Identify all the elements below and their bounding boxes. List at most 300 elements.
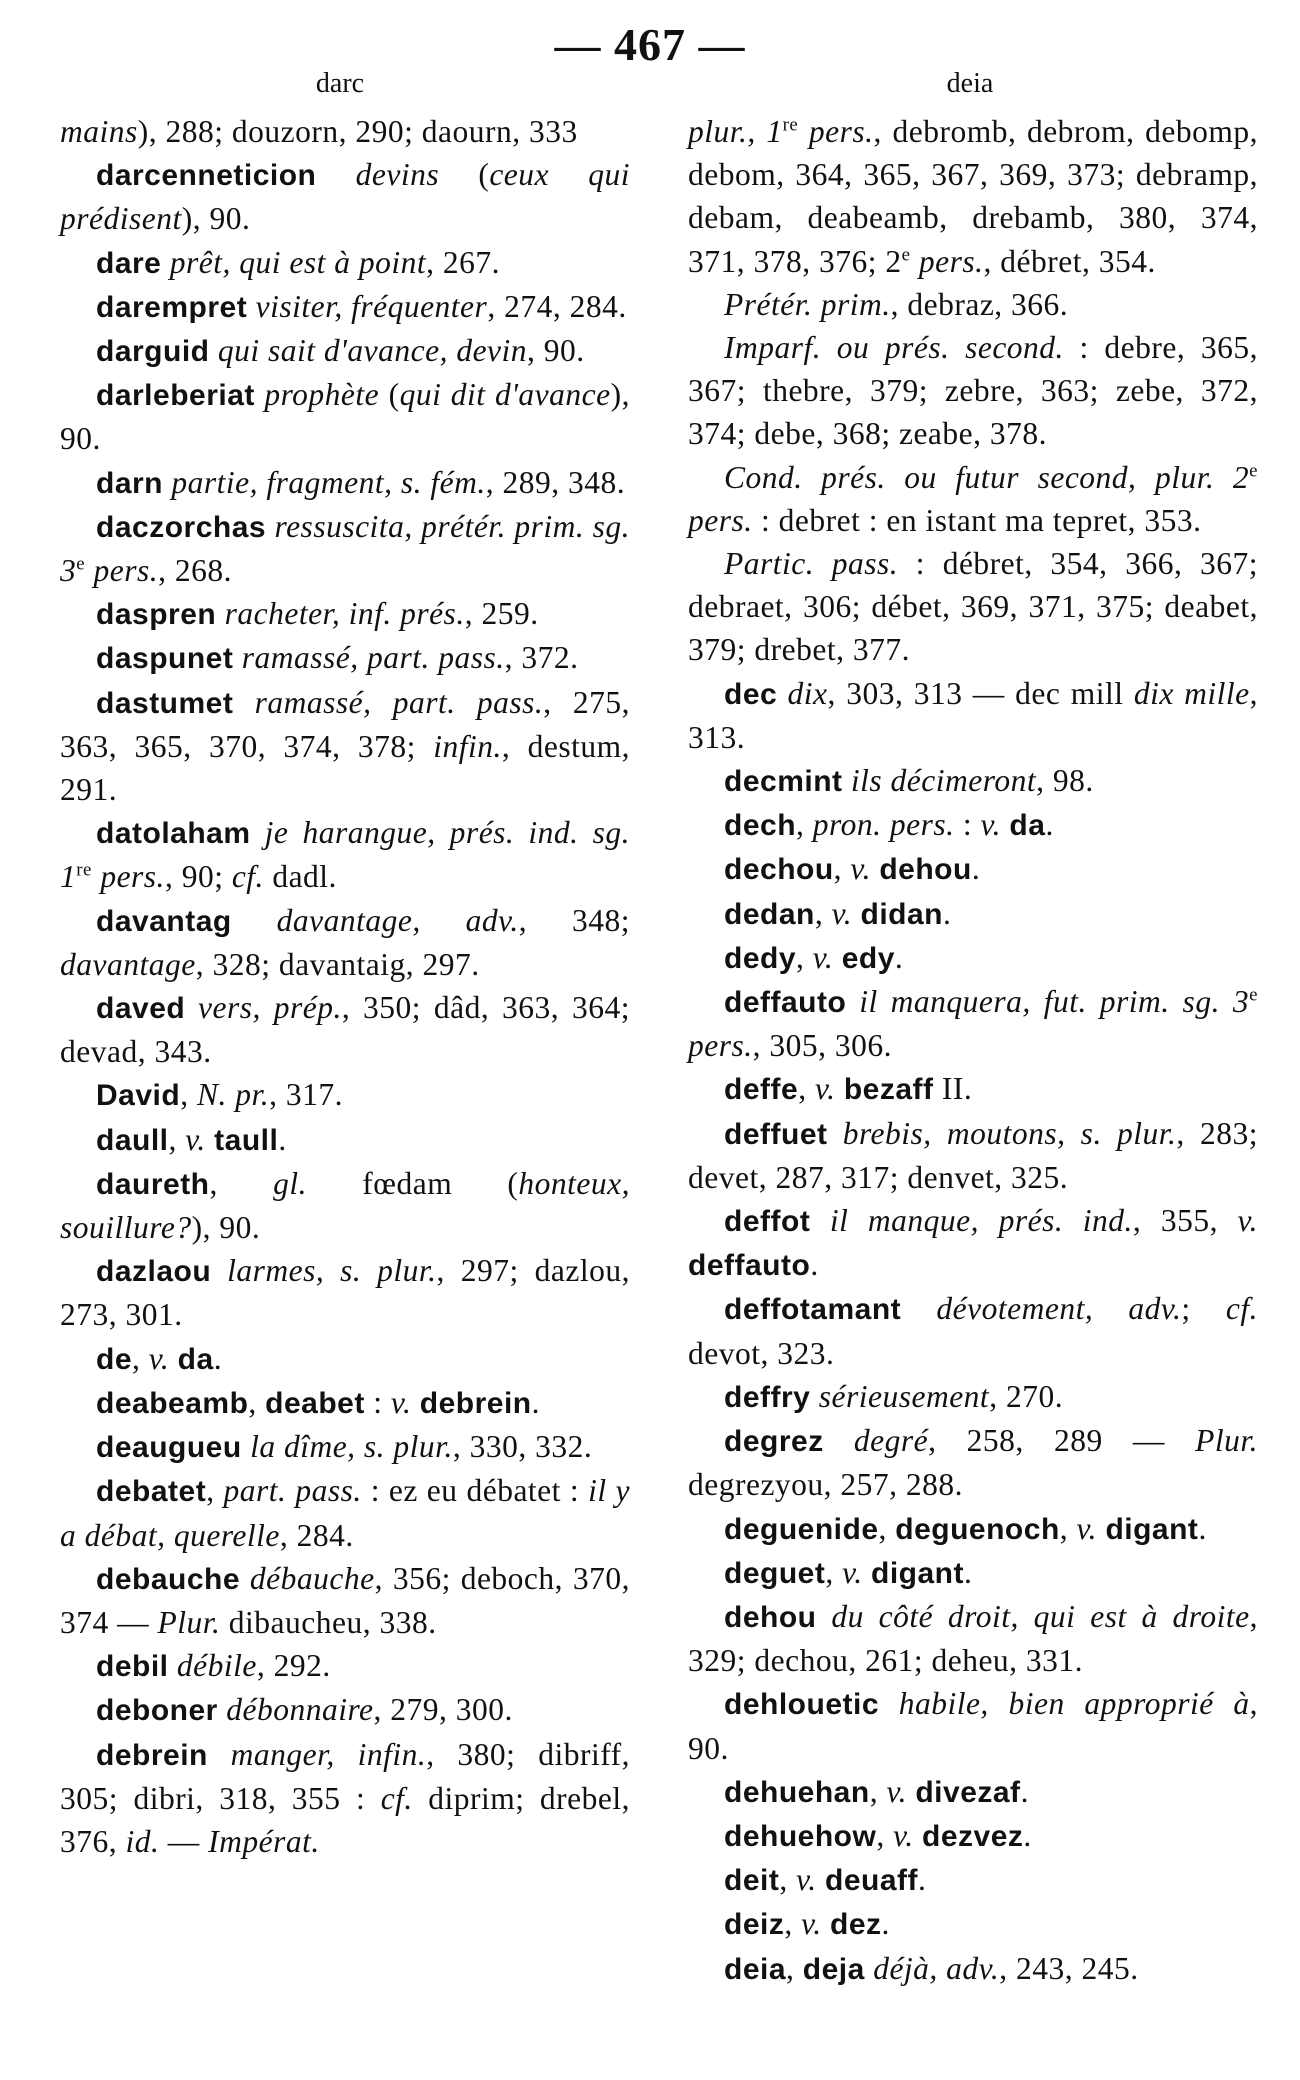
gloss-text: visiter, fréquenter	[255, 288, 488, 324]
gloss-text: v.	[1237, 1203, 1259, 1239]
headword: debatet	[96, 1475, 207, 1509]
headword: daspunet	[96, 642, 234, 676]
entry-text	[233, 685, 254, 720]
headword: daspren	[96, 598, 217, 632]
gloss-text: v.	[185, 1121, 206, 1157]
entry-text: , 328; davantaig, 297.	[195, 946, 480, 982]
headword: davantag	[96, 904, 232, 938]
entry-text: ,	[825, 1554, 843, 1590]
entry-text: (	[439, 157, 490, 193]
entry-text: , 279, 300.	[373, 1692, 513, 1728]
entry-text	[817, 1599, 832, 1634]
entry-text	[233, 640, 241, 675]
entry-text	[218, 1692, 226, 1727]
entry-text: , 259.	[464, 596, 539, 632]
entry-text: ,	[206, 1473, 224, 1509]
entry-text: ,	[779, 1862, 797, 1898]
dictionary-entry	[688, 892, 1258, 936]
entry-text: ,	[248, 1384, 266, 1420]
entry-text: .	[894, 939, 904, 975]
gloss-text: pron. pers.	[812, 807, 955, 843]
entry-text: ,	[796, 939, 813, 975]
entry-text: fœdam (	[307, 1165, 519, 1201]
headword: deguenoch	[895, 1512, 1060, 1546]
dictionary-entry	[688, 936, 1258, 980]
dictionary-entry	[688, 1770, 1258, 1814]
entry-text: , debromb, debrom, debomp, debom, 364, 365, 367, 369, 373; debramp, debam, deabeamb, drebamb, 380, 374, 371, 378, 376; 2	[688, 114, 1258, 279]
headword: deabeamb	[96, 1386, 249, 1420]
entry-text	[211, 1253, 227, 1288]
entry-text: )	[137, 114, 149, 149]
dictionary-entry	[60, 373, 630, 460]
entry-text: , 313.	[688, 675, 1258, 755]
gloss-text: v.	[796, 1862, 817, 1898]
entry-text	[185, 990, 198, 1025]
dictionary-entry	[60, 1073, 630, 1117]
entry-text: , 243, 245.	[999, 1950, 1139, 1986]
headword: dastumet	[96, 686, 234, 720]
headword: da	[1009, 809, 1046, 843]
superscript: e	[1249, 460, 1258, 482]
headword: daved	[96, 992, 186, 1026]
entry-text: diprim; drebel, 376,	[60, 1780, 630, 1859]
entry-text	[216, 596, 224, 631]
dictionary-entry	[60, 811, 630, 898]
gloss-text: cf.	[1225, 1291, 1258, 1327]
entry-text: , 297; dazlou, 273, 301.	[60, 1253, 631, 1333]
entry-text	[817, 1862, 825, 1897]
gloss-text: il manquera, fut. prim. sg. 3	[859, 984, 1250, 1020]
gloss-text: il y a débat, querelle	[60, 1473, 630, 1553]
gloss-text: honteux, souillure?	[60, 1165, 630, 1246]
entry-text: ,	[784, 1906, 802, 1942]
dictionary-entry	[688, 1858, 1258, 1902]
superscript: re	[76, 859, 92, 881]
gloss-text: ceux qui prédisent	[60, 157, 630, 237]
entry-text: .	[810, 1247, 819, 1283]
entry-text	[161, 245, 169, 280]
headword: deffe	[724, 1073, 799, 1107]
entry-text	[251, 815, 265, 850]
entry-text: , 289, 348.	[485, 464, 626, 500]
headword: deffuet	[724, 1117, 828, 1151]
dictionary-entry	[688, 326, 1258, 456]
dictionary-entry	[60, 1557, 630, 1644]
gloss-text: N. pr.	[196, 1077, 270, 1113]
dictionary-entry	[60, 681, 630, 812]
headword: dezvez	[922, 1819, 1024, 1853]
headword: dehuehow	[724, 1819, 877, 1853]
gloss-text: degré	[853, 1423, 929, 1459]
gloss-text: cf.	[380, 1780, 413, 1816]
dictionary-entry	[60, 1337, 630, 1381]
entry-text: , 350; dâd, 363, 364; devad, 343.	[60, 990, 630, 1070]
headword: dehuehan	[724, 1775, 870, 1809]
gloss-text: pers.	[798, 114, 874, 149]
gloss-text: du côté droit, qui est à droite	[831, 1598, 1250, 1634]
headword: dehou	[879, 853, 972, 887]
headword: divezaf	[915, 1775, 1021, 1809]
entry-text	[911, 244, 919, 279]
entry-text: : debre, 365, 367; thebre, 379; zebre, 363; zebe, 372, 374; debe, 368; zeabe, 378.	[688, 330, 1258, 452]
entry-text	[846, 984, 859, 1019]
gloss-text: manger, infin.	[230, 1736, 427, 1772]
entry-text: ,	[796, 807, 813, 843]
gloss-text: v.	[842, 1554, 863, 1590]
dictionary-entry	[688, 1199, 1258, 1287]
entry-text: (	[379, 377, 400, 413]
entry-text	[240, 1561, 250, 1596]
gloss-text: dix mille	[1133, 675, 1250, 711]
entry-text: degrezyou, 257, 288.	[688, 1467, 964, 1503]
dictionary-entry	[688, 1947, 1258, 1991]
entry-text: , 348;	[518, 902, 631, 938]
gloss-text: il manque, prés. ind.	[829, 1203, 1133, 1239]
gloss-text: débile	[176, 1648, 257, 1684]
headword: dec	[724, 677, 778, 711]
dictionary-entry	[60, 1381, 630, 1425]
headword: debrein	[419, 1386, 532, 1420]
entry-text: devot, 323.	[688, 1335, 835, 1371]
dictionary-entry	[688, 847, 1258, 891]
gloss-text: Prétér. prim.	[724, 286, 891, 322]
gloss-text: id.	[125, 1823, 160, 1859]
entry-text: .	[964, 1554, 973, 1590]
dictionary-entry	[60, 329, 630, 373]
entry-text	[242, 1429, 250, 1464]
entry-text: : ez eu débatet :	[361, 1473, 589, 1509]
headword: deffauto	[688, 1249, 811, 1283]
gloss-text: pers.	[91, 859, 165, 895]
entry-text	[865, 1951, 873, 1986]
entry-text	[169, 1648, 177, 1683]
entry-text: II.	[933, 1071, 973, 1107]
gloss-text: débauche	[249, 1560, 375, 1596]
headword: debrein	[96, 1738, 208, 1772]
dictionary-entry	[60, 241, 630, 285]
dictionary-entry	[60, 636, 630, 680]
dictionary-entry	[688, 1595, 1258, 1682]
entry-text	[824, 1423, 854, 1458]
headword: degrez	[724, 1425, 824, 1459]
headword: decmint	[724, 765, 843, 799]
headword: dehlouetic	[724, 1688, 880, 1722]
dictionary-entry	[60, 1733, 630, 1864]
superscript: e	[901, 244, 911, 266]
entry-text: , 283; devet, 287, 317; denvet, 325.	[688, 1115, 1258, 1195]
gloss-text: habile, bien approprié à	[898, 1686, 1250, 1722]
entry-text	[822, 1906, 830, 1941]
entry-text: , 90.	[688, 1686, 1258, 1766]
entry-text: .	[971, 851, 981, 887]
running-header-right: deia	[946, 68, 994, 99]
entry-text: .	[1198, 1510, 1207, 1546]
dictionary-entry	[688, 542, 1258, 672]
headword: darn	[96, 466, 164, 500]
entry-text: , débret, 354.	[983, 243, 1156, 279]
gloss-text: partie, fragment, s. fém.	[171, 464, 486, 500]
gloss-text: infin.	[433, 728, 502, 764]
headword: dedan	[724, 897, 815, 931]
dictionary-entry	[688, 1814, 1258, 1858]
entry-text	[879, 1686, 899, 1721]
entry-text: , 288; douzorn, 290; daourn, 333	[148, 114, 578, 149]
entry-text	[852, 896, 860, 931]
entry-text: , 330, 332.	[452, 1429, 593, 1465]
dictionary-entry	[688, 803, 1258, 847]
entry-text: , 292.	[256, 1648, 331, 1684]
dictionary-entry	[688, 1507, 1258, 1551]
entry-text: .	[1023, 1817, 1032, 1853]
entry-text	[206, 1122, 214, 1157]
entry-text: , 329; dechou, 261; deheu, 331.	[688, 1598, 1259, 1679]
entry-text: , 275, 363, 365, 370, 374, 378;	[60, 684, 631, 764]
entry-text	[232, 903, 277, 938]
dictionary-entry	[688, 759, 1258, 803]
headword: da	[177, 1342, 214, 1376]
dictionary-entry	[688, 283, 1258, 326]
gloss-text: v.	[886, 1773, 907, 1809]
entry-text: , 355,	[1132, 1203, 1238, 1239]
gloss-text: cf.	[231, 859, 264, 895]
entry-text	[863, 1555, 871, 1590]
dictionary-entry	[688, 1551, 1258, 1595]
entry-text: .	[918, 1862, 927, 1898]
headword: darempret	[96, 290, 248, 324]
superscript: e	[76, 553, 86, 575]
gloss-text: qui dit d'avance	[399, 377, 611, 413]
gloss-text: dix	[787, 675, 828, 711]
gloss-text: je harangue, prés. ind. sg. 1	[60, 815, 631, 895]
dictionary-entry	[688, 456, 1258, 542]
entry-text	[843, 763, 851, 798]
gloss-text: dévotement, adv.	[936, 1291, 1182, 1327]
gloss-text: davantage, adv.	[276, 902, 519, 938]
headword: daull	[96, 1123, 169, 1157]
entry-text: dadl.	[263, 859, 337, 895]
gloss-text: ramassé, part. pass.	[241, 640, 505, 676]
gloss-text: v.	[1076, 1510, 1098, 1546]
entry-text: , destum, 291.	[60, 728, 630, 808]
entry-text: : debret : en istant ma tepret, 353.	[752, 502, 1202, 538]
headword: deffry	[724, 1380, 811, 1414]
superscript: e	[1249, 984, 1258, 1006]
headword: dare	[96, 246, 162, 280]
headword: darguid	[96, 335, 210, 369]
headword: deabet	[265, 1386, 365, 1420]
entry-text: , 98.	[1036, 763, 1094, 799]
entry-text: ,	[798, 1071, 815, 1107]
gloss-text: larmes, s. plur.	[227, 1253, 437, 1289]
dictionary-entry	[60, 1118, 630, 1162]
dictionary-entry	[60, 153, 630, 240]
entry-text: , 258, 289 —	[928, 1423, 1196, 1459]
entry-text	[255, 377, 264, 412]
headword: debil	[96, 1650, 169, 1684]
entry-text: , 90;	[164, 859, 232, 895]
gloss-text: qui sait d'avance, devin	[217, 333, 528, 369]
gloss-text: pers.	[688, 502, 753, 538]
entry-text: ,	[786, 1950, 803, 1986]
entry-text	[777, 676, 787, 711]
headword: darcenneticion	[96, 159, 317, 193]
gloss-text: plur., 1	[688, 114, 783, 149]
gloss-text: pers.	[688, 1028, 753, 1064]
gloss-text: v.	[831, 895, 853, 931]
entry-text: .	[531, 1384, 540, 1420]
headword: dech	[724, 809, 797, 843]
headword: bezaff	[843, 1073, 934, 1107]
gloss-text: v.	[814, 1071, 836, 1107]
gloss-text: mains	[60, 114, 138, 149]
dictionary-entry	[60, 1688, 630, 1732]
dictionary-entry	[60, 505, 630, 592]
gloss-text: v.	[893, 1817, 914, 1853]
dictionary-entry	[688, 110, 1258, 283]
entry-text: :	[364, 1384, 391, 1420]
entry-text: ,	[869, 1773, 887, 1809]
dictionary-entry	[688, 1112, 1258, 1199]
gloss-text: brebis, moutons, s. plur.	[842, 1115, 1177, 1151]
entry-text: : débret, 354, 366, 367; debraet, 306; débet, 369, 371, 375; deabet, 379; drebet, 377.	[688, 546, 1258, 668]
headword: dedy	[724, 941, 797, 975]
headword: deiz	[724, 1908, 785, 1942]
entry-text: , 305, 306.	[752, 1028, 892, 1064]
entry-text: dibaucheu, 338.	[220, 1604, 437, 1640]
dictionary-entry	[60, 899, 630, 986]
entry-text	[828, 1116, 843, 1151]
entry-text: , 268.	[158, 553, 233, 589]
dictionary-entry	[60, 1644, 630, 1688]
gloss-text: part. pass.	[223, 1473, 362, 1509]
entry-text: .	[943, 895, 952, 931]
headword: deia	[724, 1952, 787, 1986]
gloss-text: Plur.	[157, 1604, 221, 1640]
entry-text: ), 90.	[60, 377, 630, 457]
dictionary-entry	[60, 285, 630, 329]
gloss-text: débonnaire	[226, 1692, 374, 1728]
headword: deit	[724, 1864, 780, 1898]
gloss-text: déjà, adv.	[873, 1950, 1000, 1986]
entry-text	[247, 289, 255, 324]
gloss-text: Plur.	[1195, 1423, 1259, 1459]
entry-text	[169, 1341, 177, 1376]
gloss-text: v.	[390, 1384, 412, 1420]
headword: daczorchas	[96, 510, 267, 544]
entry-text: ;	[1181, 1291, 1226, 1327]
dictionary-entry	[60, 1469, 630, 1556]
dictionary-entry	[60, 1249, 630, 1336]
dictionary-entry	[688, 1682, 1258, 1769]
gloss-text: v.	[812, 939, 834, 975]
gloss-text: v.	[801, 1906, 822, 1942]
dictionary-entry	[60, 1162, 630, 1249]
gloss-text: devins	[355, 157, 440, 193]
entry-text	[316, 157, 355, 192]
headword: dez	[830, 1908, 882, 1942]
right-column	[688, 110, 1258, 1991]
entry-text: ,	[878, 1510, 896, 1546]
gloss-text: sérieusement	[818, 1378, 990, 1414]
dictionary-entry	[688, 980, 1258, 1067]
gloss-text: vers, prép.	[198, 990, 342, 1026]
running-header-left: darc	[315, 68, 365, 99]
entry-text: —	[159, 1823, 209, 1859]
entry-text: , 380; dibriff, 305; dibri, 318, 355 :	[60, 1736, 630, 1816]
gloss-text: prêt, qui est à point	[169, 244, 427, 280]
entry-text: ,	[168, 1121, 186, 1157]
entry-text: , 267.	[426, 244, 500, 280]
entry-text	[810, 1203, 830, 1238]
entry-text	[208, 1737, 231, 1772]
dictionary-entry	[688, 1902, 1258, 1946]
entry-text: ), 90.	[181, 201, 251, 237]
entry-text: .	[1020, 1773, 1029, 1809]
headword: dehou	[724, 1600, 817, 1634]
headword: datolaham	[96, 817, 251, 851]
entry-text: ), 90.	[191, 1210, 261, 1246]
gloss-text: pers.	[918, 243, 984, 279]
entry-text: , 317.	[269, 1077, 343, 1113]
entry-text: , 356; deboch, 370, 374 —	[60, 1560, 631, 1640]
headword: dazlaou	[96, 1255, 212, 1289]
gloss-text: prophète	[264, 377, 380, 413]
entry-text: , debraz, 366.	[890, 286, 1069, 322]
headword: daureth	[96, 1167, 210, 1201]
headword: digant	[1105, 1512, 1199, 1546]
entry-text	[810, 1379, 818, 1414]
entry-text: :	[954, 807, 981, 843]
headword: deffauto	[724, 986, 847, 1020]
page-number: — 467 —	[554, 19, 746, 70]
headword: de	[96, 1342, 133, 1376]
headword: digant	[871, 1556, 964, 1590]
headword: debauche	[96, 1562, 241, 1596]
entry-text	[901, 1291, 936, 1326]
dictionary-entry	[60, 110, 630, 153]
gloss-text: Cond. prés. ou futur second, plur. 2	[724, 459, 1250, 495]
headword: deboner	[96, 1694, 218, 1728]
dictionary-entry	[688, 1287, 1258, 1374]
gloss-text: Impérat.	[208, 1823, 320, 1859]
gloss-text: Imparf. ou prés. second.	[724, 330, 1064, 366]
gloss-text: gl.	[273, 1165, 307, 1201]
entry-text: , 274, 284.	[487, 288, 627, 324]
gloss-text: ils décimeront	[850, 763, 1037, 799]
dictionary-entry	[688, 1375, 1258, 1419]
entry-text: ,	[833, 851, 851, 887]
entry-text: , 303, 313 — dec mill	[827, 675, 1134, 711]
entry-text: .	[278, 1121, 287, 1157]
entry-text: ,	[132, 1340, 149, 1376]
entry-text: ,	[814, 895, 832, 931]
gloss-text: v.	[148, 1340, 170, 1376]
dictionary-entry	[60, 461, 630, 505]
dictionary-entry	[688, 672, 1258, 759]
entry-text: ,	[180, 1077, 197, 1113]
entry-text	[835, 1071, 843, 1106]
dictionary-entry	[688, 1067, 1258, 1111]
entry-text: ,	[876, 1817, 894, 1853]
gloss-text: ressuscita, prétér. prim. sg. 3	[60, 508, 631, 589]
headword: deja	[802, 1952, 865, 1986]
headword: deaugueu	[96, 1431, 242, 1465]
dictionary-entry	[688, 1419, 1258, 1506]
dictionary-entry	[60, 592, 630, 636]
headword: deffot	[724, 1205, 811, 1239]
headword: deuaff	[825, 1864, 918, 1898]
headword: darleberiat	[96, 379, 255, 413]
